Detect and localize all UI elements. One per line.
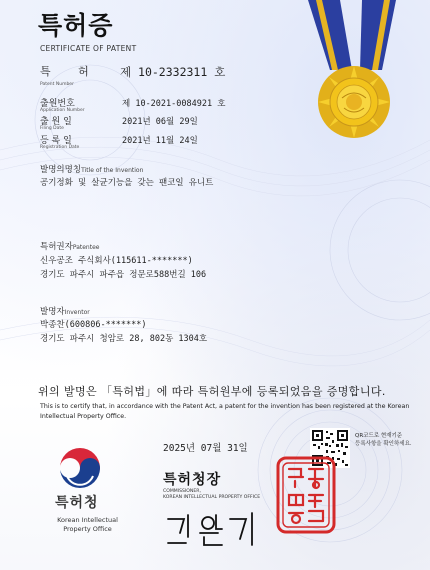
commissioner-signature [160,507,260,549]
invention-heading [40,163,143,175]
invention-label-en: Title of the Invention [81,167,144,174]
invention-label: 발명의명칭 [40,165,82,175]
invention-title: 공기정화 및 살균기능을 갖는 팬코일 유니트 [40,178,214,188]
patentee-address: 경기도 파주시 파주읍 정문로588번길 106 [40,270,207,280]
patentee-heading [40,240,99,252]
commissioner-title-en-line-1: COMMISSIONER, [163,489,201,494]
qr-note-line-2: 등록사항을 확인하세요. [355,441,412,447]
patent-number-value: 제 10-2332311 호 [120,65,226,79]
application-number-label-en: Application Number [40,108,85,113]
ribbon-medal [300,0,410,150]
registration-date-value: 2021년 11월 24일 [122,136,198,146]
office-name-english [40,516,135,534]
inventor-address: 경기도 파주시 청암로 28, 802동 1304호 [40,334,208,344]
patent-number-label: 특 허 [40,65,101,78]
filing-date-value: 2021년 06월 29일 [122,117,198,127]
certificate-title: 특허증 [38,11,114,40]
kipo-logo [55,445,105,491]
patentee-name: 신우공조 주식회사(115611-*******) [40,256,193,266]
inventor-heading [40,305,90,317]
commissioner-title: 특허청장 [163,472,222,488]
declaration-english: This is to certify that, in accordance with the Patent Act, a patent for the invention has been registered at the Korean Intellectual Property Office. [40,403,410,420]
commissioner-title-en-line-2: KOREAN INTELLECTUAL PROPERTY OFFICE [163,495,261,500]
declaration-korean: 위의 발명은 「특허법」에 따라 특허원부에 등록되었음을 증명합니다. [38,385,386,398]
filing-date-label: 출 원 일 [40,117,72,127]
issue-date: 2025년 07월 31일 [163,443,248,454]
application-number-value: 제 10-2021-0084921 호 [122,99,226,109]
official-seal [275,455,337,535]
office-name-english-line-1: Korean Intellectual [57,516,118,524]
registration-date-label: 등 록 일 [40,136,72,146]
registration-date-label-en: Registration Date [40,145,80,150]
filing-date-label-en: Filing Date [40,126,64,131]
office-name-english-line-2: Property Office [63,525,112,533]
patentee-label: 특허권자 [40,242,73,252]
qr-note-line-1: QR코드로 현재기준 [355,433,403,439]
inventor-label-en: Inventor [64,309,90,316]
inventor-name: 박종찬(600806-*******) [40,320,147,330]
qr-note [355,432,412,448]
patentee-label-en: Patentee [72,244,100,251]
patent-number-label-en: Patent Number [40,82,74,87]
inventor-label: 발명자 [40,307,65,317]
office-name-korean: 특허청 [55,495,99,511]
application-number-label: 출원번호 [40,99,75,109]
certificate-subtitle: CERTIFICATE OF PATENT [40,44,137,53]
